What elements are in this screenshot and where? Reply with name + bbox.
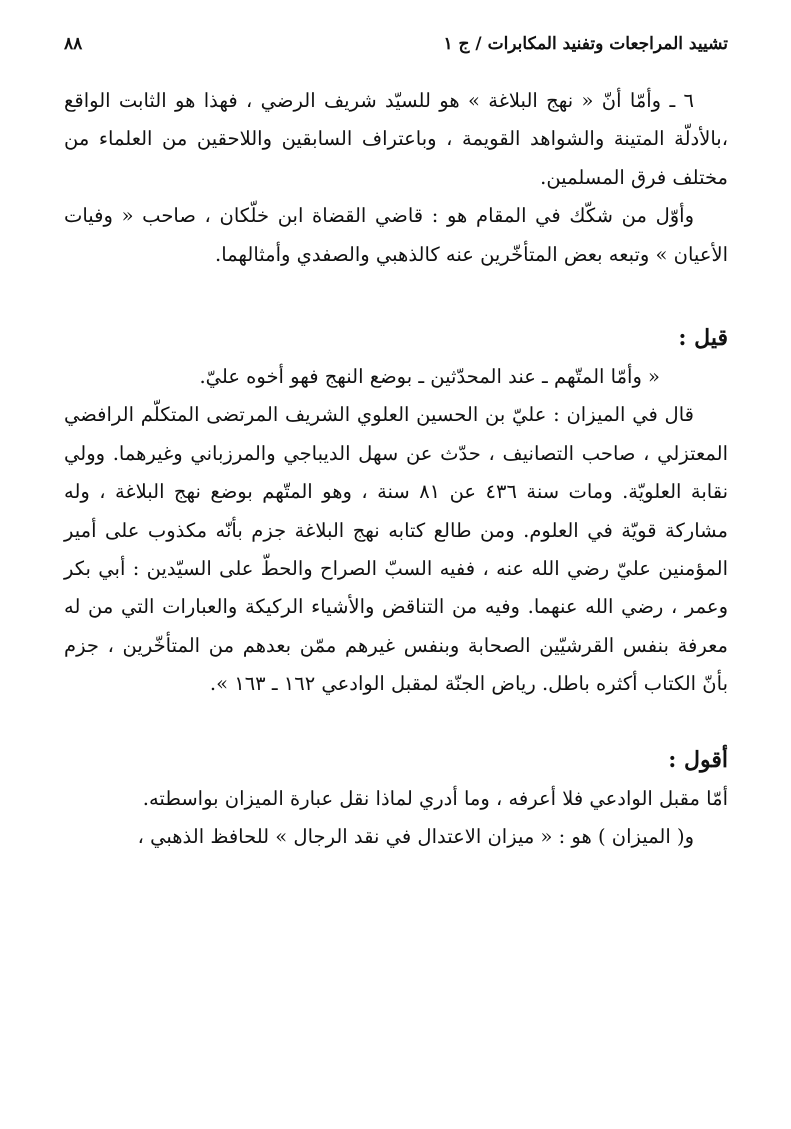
section-gap <box>64 274 728 318</box>
book-title: تشييد المراجعات وتفنيد المكابرات / ج ١ <box>443 34 728 54</box>
qeel-body: قال في الميزان : عليّ بن الحسين العلوي الشريف المرتضى المتكلّم الرافضي المعتزلي ، صاحب التصانيف ، حدّث عن سهل الديباجي والمرزباني وغيرهما. وولي نقابة العلويّة. ومات سنة ٤٣٦ عن ٨١ سنة ، وهو المتّهم بوضع نهج البلاغة ، وله مشاركة قويّة في العلوم. ومن طالع كتابه نهج البلاغة جزم بأنّه مكذوب على أمير المؤمنين عليّ رضي الله عنه ، ففيه السبّ الصراح والحطّ على السيّدين : أبي بكر وعمر ، رضي الله عنهما. وفيه من التناقض والأشياء الركيكة والعبارات التي من له معرفة بنفس القرشيّين الصحابة وبنفس غيرهم ممّن بعدهم من المتأخّرين ، جزم بأنّ الكتاب أكثره باطل. رياض الجنّة لمقبل الوادعي ١٦٢ ـ ١٦٣ ». <box>64 403 728 696</box>
section-gap <box>64 704 728 740</box>
book-page <box>64 30 728 1110</box>
paragraph-first-doubter: وأوّل من شكّك في المقام هو : قاضي القضاة ابن خلّكان ، صاحب « وفيات الأعيان » وتبعه بعض المتأخّرين عنه كالذهبي والصفدي وأمثالهما. <box>64 204 728 266</box>
aqool-line-2: و( الميزان ) هو : « ميزان الاعتدال في نقد الرجال » للحافظ الذهبي ، <box>137 825 694 849</box>
aqool-heading: أقول : <box>668 746 728 773</box>
aqool-line-1: أمّا مقبل الوادعي فلا أعرفه ، وما أدري لماذا نقل عبارة الميزان بواسطته. <box>142 786 728 810</box>
running-header <box>64 30 728 58</box>
page-number: ٨٨ <box>64 34 83 54</box>
paragraph-nahj-authorship: ٦ ـ وأمّا أنّ « نهج البلاغة » هو للسيّد شريف الرضي ، فهذا هو الثابت الواقع ،بالأدلّة المتينة والشواهد القويمة ، وباعتراف السابقين واللاحقين من العلماء من مختلف فرق المسلمين. <box>64 89 728 189</box>
qeel-quote: « وأمّا المتّهم ـ عند المحدّثين ـ بوضع النهج فهو أخوه عليّ. <box>199 365 660 389</box>
qeel-heading: قيل : <box>678 325 728 352</box>
